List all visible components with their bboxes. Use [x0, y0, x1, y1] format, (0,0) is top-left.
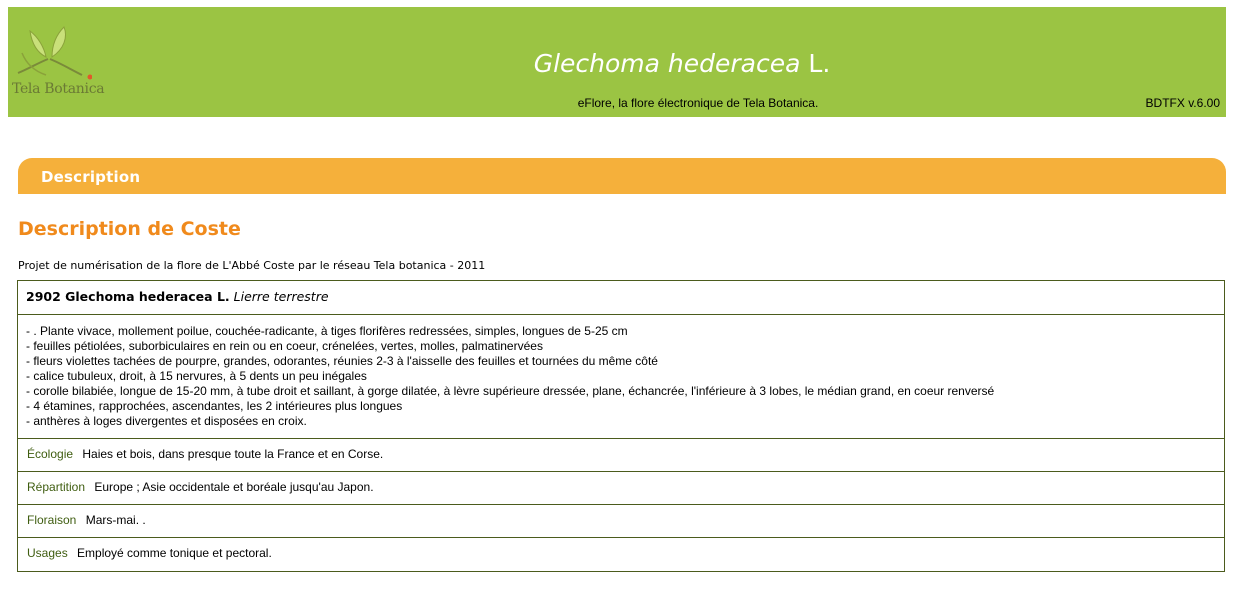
section-title: Description — [41, 168, 141, 186]
field-label: Usages — [27, 546, 68, 560]
field-value: Europe ; Asie occidentale et boréale jusqu'au Japon. — [94, 480, 374, 494]
description-row — [18, 314, 1224, 438]
logo-text: Tela Botanica — [12, 81, 105, 97]
description-line: - feuilles pétiolées, suborbiculaires en rein ou en coeur, crénelées, vertes, molles, palmatinervées — [26, 339, 543, 353]
field-value: Employé comme tonique et pectoral. — [77, 546, 272, 560]
field-value: Mars-mai. . — [85, 513, 146, 527]
page-header — [8, 7, 1226, 117]
ecologie-row — [18, 438, 1224, 471]
field-label: Floraison — [27, 513, 77, 527]
field-label: Écologie — [27, 447, 74, 461]
usages-row — [18, 537, 1224, 571]
page-subtitle: eFlore, la flore électronique de Tela Botanica. — [577, 96, 819, 110]
description-line: - calice tubuleux, droit, à 15 nervures, à 5 dents un peu inégales — [26, 369, 367, 383]
taxon-number-name: 2902 Glechoma hederacea L. — [26, 289, 230, 304]
page-title — [8, 49, 1226, 78]
repartition-row — [18, 471, 1224, 504]
author-name: L. — [808, 49, 831, 78]
coste-source: Projet de numérisation de la flore de L'Abbé Coste par le réseau Tela botanica - 2011 — [18, 259, 486, 272]
taxon-name-row — [18, 281, 1224, 314]
description-line: - corolle bilabiée, longue de 15-20 mm, à tube droit et saillant, à gorge dilatée, à lèvre supérieure dressée, plane, échancrée, l'inférieure à 3 lobes, le médian grand, en coeur renversé — [26, 384, 995, 398]
coste-heading: Description de Coste — [18, 218, 241, 240]
description-line: - fleurs violettes tachées de pourpre, grandes, odorantes, réunies 2-3 à l'aisselle des feuilles et tournées du même côté — [26, 354, 658, 368]
floraison-row — [18, 504, 1224, 537]
field-value: Haies et bois, dans presque toute la France et en Corse. — [82, 447, 384, 461]
field-label: Répartition — [27, 480, 86, 494]
vernacular-name: Lierre terrestre — [233, 289, 329, 304]
description-line: - 4 étamines, rapprochées, ascendantes, les 2 intérieures plus longues — [26, 399, 403, 413]
description-line: - . Plante vivace, mollement poilue, couchée-radicante, à tiges florifères redressées, simples, longues de 5-25 cm — [26, 324, 628, 338]
database-version: BDTFX v.6.00 — [1145, 96, 1220, 110]
coste-description-table — [17, 280, 1225, 572]
description-section-bar — [18, 158, 1226, 194]
description-line: - anthères à loges divergentes et disposées en croix. — [26, 414, 307, 428]
scientific-name: Glechoma hederacea — [533, 49, 801, 78]
